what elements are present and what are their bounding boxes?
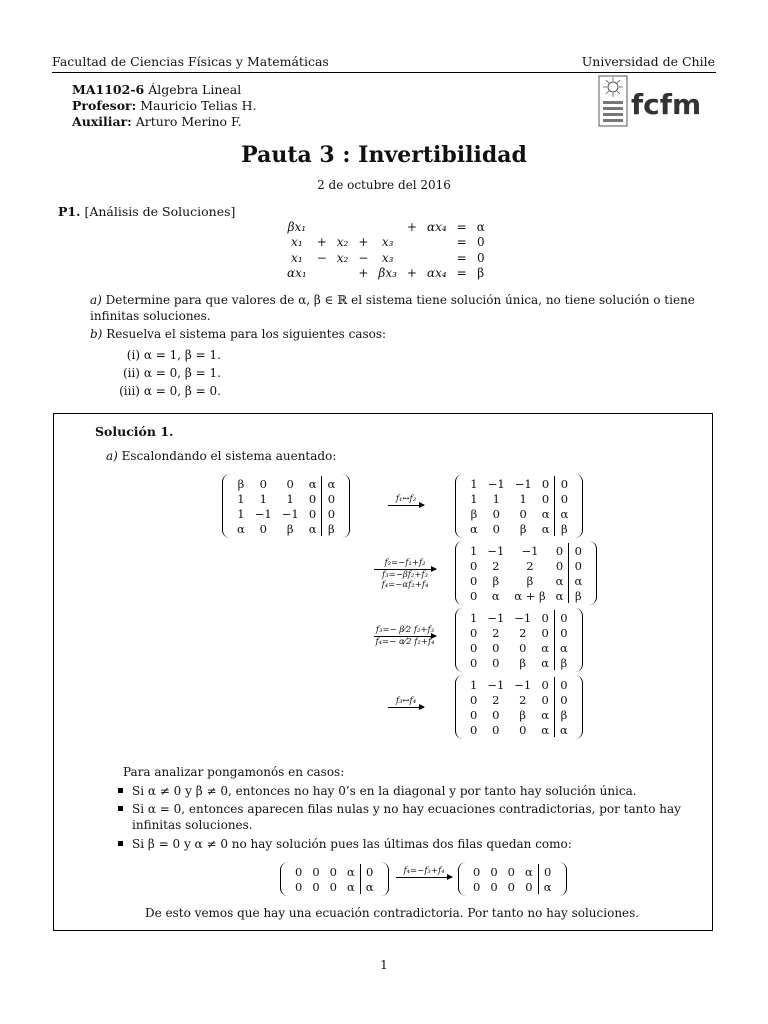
matrix-5 — [280, 864, 389, 894]
matrix-cell: −1 — [254, 506, 272, 521]
matrix-3 — [455, 610, 583, 670]
matrix-cell: 0 — [259, 521, 267, 536]
matrix-cell: 0 — [507, 879, 515, 894]
item-a-label: a) — [90, 293, 102, 307]
equation-cell: x₁ — [291, 250, 303, 265]
row-operation-label: f₃=−βf₂+f₃ — [382, 570, 428, 580]
bullet-item: Si β = 0 y α ≠ 0 no hay solución pues las últimas dos filas quedan como: — [132, 836, 716, 852]
equation-cell: + — [406, 219, 417, 234]
equation-row — [282, 219, 490, 235]
equation-cell: + — [358, 266, 369, 281]
matrix-row — [232, 476, 340, 491]
page-title: Pauta 3 : Invertibilidad — [241, 142, 527, 168]
matrix-cell: 1 — [492, 491, 500, 506]
right-paren — [380, 862, 389, 896]
matrix-cell: β — [555, 521, 573, 536]
matrix-cell: α — [308, 521, 317, 536]
matrix-cell: 1 — [470, 677, 478, 692]
matrix-cell: β — [470, 506, 478, 521]
matrix-row — [232, 521, 340, 536]
matrix-cell: 1 — [237, 491, 245, 506]
matrix-cell: 0 — [329, 864, 337, 879]
matrix-2 — [455, 543, 597, 603]
matrix-cell: 0 — [525, 879, 533, 894]
matrix-cell: α — [541, 640, 550, 655]
matrix-row — [465, 573, 587, 588]
matrix-cell: 0 — [541, 677, 549, 692]
equation-cell: α — [476, 219, 485, 234]
equation-row — [282, 250, 490, 266]
equation-cell: − — [316, 250, 327, 265]
matrix-cell: 0 — [470, 692, 478, 707]
matrix-cell: 0 — [555, 476, 573, 491]
matrix-cell: 0 — [490, 864, 498, 879]
matrix-cell: 1 — [519, 491, 527, 506]
equation-cell — [402, 250, 422, 266]
matrix-cell: α — [491, 588, 500, 603]
matrix-row — [465, 491, 573, 506]
matrix-cell: −1 — [281, 506, 299, 521]
left-paren — [455, 675, 464, 739]
right-paren — [341, 474, 350, 538]
problem-topic: [Análisis de Soluciones] — [84, 204, 236, 219]
professor-name: Mauricio Telias H. — [140, 98, 257, 113]
matrix-cell: β — [237, 476, 245, 491]
equation-cell — [402, 235, 422, 251]
matrix-cell: −1 — [487, 543, 505, 558]
matrix-row — [465, 640, 573, 655]
matrix-cell: 2 — [519, 625, 527, 640]
matrix-cell: 0 — [470, 625, 478, 640]
conclusion: De esto vemos que hay una ecuación contradictoria. Por tanto no hay soluciones. — [145, 906, 640, 920]
equation-cell — [422, 250, 452, 266]
matrix-6 — [458, 864, 567, 894]
matrix-cell: −1 — [514, 476, 532, 491]
equation-cell: 0 — [476, 235, 485, 250]
matrix-row — [465, 625, 573, 640]
case-item: (iii) α = 0, β = 0. — [119, 384, 221, 398]
arrow-icon — [374, 569, 436, 570]
matrix-row — [465, 506, 573, 521]
matrix-cell: −1 — [514, 677, 532, 692]
left-paren — [455, 541, 464, 605]
equation-cell: αx₄ — [426, 266, 447, 281]
item-b — [90, 326, 718, 342]
matrix-cell: 0 — [308, 491, 317, 506]
right-paren — [588, 541, 597, 605]
equation-cell: = — [456, 266, 467, 281]
matrix-cell: 2 — [492, 625, 500, 640]
matrix-cell: 0 — [286, 476, 294, 491]
matrix-row — [465, 543, 587, 558]
matrix-row — [465, 707, 573, 722]
matrix-cell: 0 — [295, 864, 303, 879]
matrix-cell: 0 — [492, 640, 500, 655]
matrix-cell: 0 — [555, 491, 573, 506]
item-a — [90, 292, 718, 324]
matrix-cell: 0 — [312, 864, 320, 879]
matrix-cell: 0 — [470, 558, 478, 573]
matrix-row — [290, 879, 379, 894]
matrix-cell: 1 — [286, 491, 294, 506]
matrix-cell: 0 — [555, 677, 573, 692]
row-operation-label: f₄=−f₃+f₄ — [403, 866, 445, 876]
matrix-cell: 0 — [490, 879, 498, 894]
equation-cell: = — [456, 235, 467, 250]
equation-cell: x₂ — [336, 250, 349, 265]
item-b-label: b) — [90, 327, 103, 341]
equation-cell — [353, 219, 373, 235]
matrix-cell: 0 — [541, 692, 549, 707]
case-item: (i) α = 1, β = 1. — [126, 348, 221, 362]
matrix-cell: α — [470, 521, 478, 536]
matrix-cell: 1 — [237, 506, 245, 521]
matrix-cell: 1 — [470, 476, 478, 491]
row-op-eliminate-2 — [374, 625, 436, 647]
bullet-icon — [118, 788, 123, 793]
equation-cell: + — [406, 266, 417, 281]
bullet-icon — [118, 806, 123, 811]
matrix-cell: α — [360, 879, 378, 894]
problem-label: P1. — [58, 204, 81, 219]
equation-cell: x₂ — [336, 235, 349, 250]
left-paren — [222, 474, 231, 538]
equation-cell — [312, 219, 332, 235]
arrow-icon — [388, 707, 424, 708]
left-paren — [455, 608, 464, 672]
matrix-cell: 0 — [541, 625, 549, 640]
matrix-cell: α — [541, 521, 550, 536]
matrix-cell: β — [555, 707, 573, 722]
header-rule — [52, 72, 716, 73]
matrix-cell: 0 — [470, 573, 478, 588]
matrix-cell: −1 — [487, 677, 505, 692]
equation-cell — [373, 219, 402, 235]
matrix-cell: 1 — [470, 543, 478, 558]
matrix-cell: 0 — [492, 655, 500, 670]
matrix-cell: 0 — [569, 543, 587, 558]
matrix-cell: 0 — [470, 722, 478, 737]
matrix-cell: α — [541, 707, 550, 722]
row-operation-label: f₄=−αf₂+f₄ — [381, 580, 429, 590]
matrix-1 — [455, 476, 583, 536]
matrix-cell: 0 — [295, 879, 303, 894]
row-operation-label: f₁↔f₂ — [395, 494, 417, 504]
matrix-cell: β — [519, 655, 527, 670]
matrix-cell: 1 — [470, 610, 478, 625]
matrix-cell: α — [346, 879, 355, 894]
date: 2 de octubre del 2016 — [317, 178, 451, 192]
equation-cell: β — [477, 266, 485, 281]
row-op-eliminate-1 — [374, 558, 436, 590]
course-name: Álgebra Lineal — [148, 82, 242, 97]
solution-a-text: a) Escalondando el sistema auentado: — [106, 449, 337, 463]
left-paren — [458, 862, 467, 896]
professor-label: Profesor: — [72, 98, 137, 113]
matrix-row — [465, 610, 573, 625]
matrix-cell: 0 — [360, 864, 378, 879]
matrix-cell: 0 — [492, 722, 500, 737]
header-university: Universidad de Chile — [581, 54, 715, 69]
matrix-cell: α — [555, 588, 564, 603]
matrix-cell: 0 — [259, 476, 267, 491]
equation-cell — [332, 266, 354, 282]
equation-cell: x₃ — [381, 235, 394, 250]
logo-text: fcfm — [631, 88, 702, 121]
matrix-cell: α — [541, 506, 550, 521]
row-operation-label: f₂=−f₁+f₂ — [384, 558, 426, 568]
page-number: 1 — [380, 958, 388, 972]
bullet-item: Si α = 0, entonces aparecen filas nulas y no hay ecuaciones contradictorias, por tanto hay infinitas soluciones. — [132, 801, 716, 833]
equation-cell — [312, 266, 332, 282]
row-operation-label: f₄=− α⁄2 f₂+f₄ — [375, 637, 435, 647]
fcfm-logo — [598, 74, 702, 128]
matrix-cell: 0 — [507, 864, 515, 879]
matrix-cell: 0 — [312, 879, 320, 894]
equation-row — [282, 266, 490, 282]
matrix-cell: α — [555, 506, 573, 521]
equation-cell: + — [316, 235, 327, 250]
matrix-cell: α — [308, 476, 317, 491]
matrix-cell: −1 — [487, 476, 505, 491]
matrix-cell: β — [492, 573, 500, 588]
equation-cell: = — [456, 219, 467, 234]
item-a-text: Determine para que valores de α, β ∈ ℝ el sistema tiene solución única, no tiene solución o tiene infinitas soluciones. — [90, 293, 695, 323]
problem-1-heading — [58, 204, 235, 219]
matrix-cell: 0 — [519, 506, 527, 521]
matrix-cell: α — [237, 521, 245, 536]
arrow-icon — [374, 636, 436, 637]
equation-cell: αx₄ — [426, 219, 447, 234]
equation-row — [282, 235, 490, 251]
matrix-cell: 0 — [519, 722, 527, 737]
matrix-cell: 0 — [308, 506, 317, 521]
matrix-cell: 0 — [541, 610, 549, 625]
matrix-cell: α — [555, 573, 564, 588]
equation-cell: x₃ — [381, 250, 394, 265]
equation-system — [282, 219, 490, 281]
row-op-swap-1-2 — [388, 494, 424, 506]
matrix-row — [290, 864, 379, 879]
matrix-cell: β — [322, 521, 340, 536]
matrix-cell: 0 — [538, 864, 556, 879]
matrix-cell: 2 — [492, 558, 500, 573]
matrix-cell: 0 — [492, 707, 500, 722]
matrix-cell: 0 — [470, 588, 478, 603]
equation-cell: βx₁ — [287, 219, 307, 234]
auxiliar-name: Arturo Merino F. — [135, 114, 242, 129]
matrix-row — [465, 692, 573, 707]
matrix-cell: 2 — [519, 692, 527, 707]
case-item: (ii) α = 0, β = 1. — [122, 366, 221, 380]
matrix-cell: 0 — [470, 655, 478, 670]
equation-cell — [422, 235, 452, 251]
matrix-cell: 1 — [470, 491, 478, 506]
matrix-row — [465, 655, 573, 670]
bullet-item: Si α ≠ 0 y β ≠ 0, entonces no hay 0’s en la diagonal y por tanto hay solución única. — [132, 783, 716, 799]
matrix-cell: α — [555, 640, 573, 655]
left-paren — [280, 862, 289, 896]
course-info — [72, 82, 256, 130]
matrix-cell: α — [524, 864, 533, 879]
equation-cell: x₁ — [291, 235, 303, 250]
equation-cell: + — [358, 235, 369, 250]
matrix-cell: 0 — [569, 558, 587, 573]
equation-cell: αx₁ — [287, 266, 307, 281]
equation-cell: βx₃ — [378, 266, 397, 281]
matrix-0 — [222, 476, 350, 536]
course-code: MA1102-6 — [72, 82, 145, 97]
matrix-cell: α + β — [514, 588, 546, 603]
equation-cell — [332, 219, 354, 235]
matrix-cell: 0 — [541, 476, 550, 491]
matrix-cell: 0 — [470, 640, 478, 655]
solution-box — [53, 413, 713, 931]
row-op-swap-3-4 — [388, 696, 424, 708]
matrix-cell: β — [286, 521, 294, 536]
matrix-row — [468, 879, 557, 894]
matrix-cell: 0 — [473, 879, 481, 894]
matrix-cell: 0 — [555, 610, 573, 625]
row-operation-label: f₃=− β⁄2 f₂+f₃ — [375, 625, 435, 635]
matrix-row — [232, 506, 340, 521]
matrix-cell: α — [541, 722, 550, 737]
matrix-cell: β — [569, 588, 587, 603]
matrix-cell: −1 — [521, 543, 539, 558]
matrix-row — [465, 476, 573, 491]
equation-cell: − — [358, 250, 369, 265]
matrix-cell: α — [569, 573, 587, 588]
matrix-cell: 0 — [555, 692, 573, 707]
matrix-cell: α — [322, 476, 340, 491]
bullet-icon — [118, 841, 123, 846]
matrix-cell: 0 — [492, 506, 500, 521]
matrix-row — [465, 677, 573, 692]
matrix-row — [468, 864, 557, 879]
matrix-row — [465, 722, 573, 737]
arrow-icon — [396, 877, 452, 878]
matrix-cell: α — [541, 655, 550, 670]
matrix-row — [465, 588, 587, 603]
matrix-cell: 1 — [259, 491, 267, 506]
matrix-cell: 0 — [322, 491, 340, 506]
matrix-cell: −1 — [487, 610, 505, 625]
matrix-cell: α — [555, 722, 573, 737]
matrix-cell: α — [346, 864, 355, 879]
matrix-row — [465, 558, 587, 573]
matrix-row — [465, 521, 573, 536]
matrix-4 — [455, 677, 583, 737]
matrix-cell: 0 — [541, 491, 550, 506]
matrix-cell: 0 — [492, 521, 500, 536]
solution-title: Solución 1. — [95, 424, 174, 439]
matrix-cell: 0 — [555, 558, 564, 573]
right-paren — [574, 474, 583, 538]
matrix-cell: α — [538, 879, 556, 894]
matrix-cell: β — [519, 707, 527, 722]
matrix-cell: −1 — [514, 610, 532, 625]
matrix-cell: 2 — [526, 558, 534, 573]
cases-intro: Para analizar pongamonós en casos: — [123, 765, 345, 779]
matrix-cell: 0 — [519, 640, 527, 655]
matrix-cell: β — [519, 521, 527, 536]
arrow-icon — [388, 505, 424, 506]
right-paren — [558, 862, 567, 896]
right-paren — [574, 608, 583, 672]
matrix-row — [232, 491, 340, 506]
matrix-cell: 0 — [329, 879, 337, 894]
row-op-final — [396, 866, 452, 878]
auxiliar-label: Auxiliar: — [72, 114, 132, 129]
right-paren — [574, 675, 583, 739]
matrix-cell: 0 — [555, 543, 564, 558]
equation-cell: 0 — [476, 250, 485, 265]
item-b-text: Resuelva el sistema para los siguientes casos: — [106, 327, 387, 341]
matrix-cell: 0 — [470, 707, 478, 722]
matrix-cell: 0 — [322, 506, 340, 521]
header-faculty: Facultad de Ciencias Físicas y Matemáticas — [52, 54, 329, 69]
left-paren — [455, 474, 464, 538]
equation-cell: = — [456, 250, 467, 265]
matrix-cell: 0 — [473, 864, 481, 879]
matrix-cell: 0 — [555, 625, 573, 640]
matrix-cell: β — [526, 573, 534, 588]
row-operation-label: f₃↔f₄ — [395, 696, 417, 706]
matrix-cell: 2 — [492, 692, 500, 707]
matrix-cell: β — [555, 655, 573, 670]
